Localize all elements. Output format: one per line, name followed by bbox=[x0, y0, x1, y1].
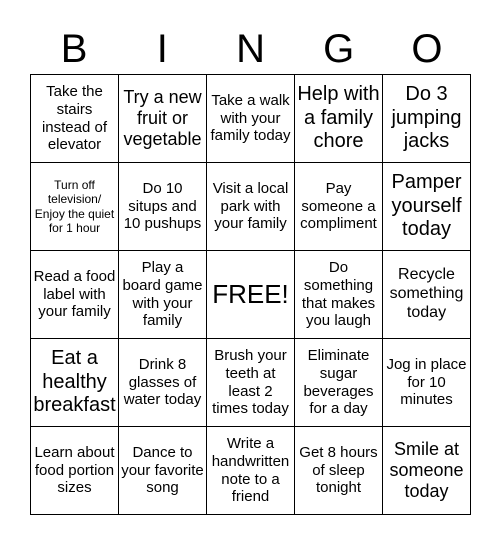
bingo-cell[interactable] bbox=[295, 251, 383, 339]
bingo-cell[interactable] bbox=[119, 339, 207, 427]
bingo-cell[interactable] bbox=[383, 163, 471, 251]
bingo-cell[interactable] bbox=[383, 427, 471, 515]
bingo-cell[interactable] bbox=[31, 427, 119, 515]
cell-text: Turn off television/ Enjoy the quiet for 1 hour bbox=[34, 178, 115, 235]
bingo-cell[interactable] bbox=[207, 75, 295, 163]
cell-text: Do 3 jumping jacks bbox=[391, 83, 462, 153]
cell-text: Visit a local park with your family bbox=[212, 179, 289, 233]
bingo-cell[interactable] bbox=[383, 75, 471, 163]
cell-text: Eliminate sugar beverages for a day bbox=[303, 347, 374, 418]
cell-text: Brush your teeth at least 2 times today bbox=[212, 347, 289, 418]
cell-text: Learn about food portion sizes bbox=[34, 443, 115, 497]
cell-text: Try a new fruit or vegetable bbox=[123, 86, 202, 150]
free-space[interactable] bbox=[207, 251, 295, 339]
bingo-cell[interactable] bbox=[295, 427, 383, 515]
bingo-cell[interactable] bbox=[31, 75, 119, 163]
cell-text: Pay someone a compliment bbox=[300, 179, 377, 233]
bingo-cell[interactable] bbox=[119, 163, 207, 251]
header-letter-b: B bbox=[60, 27, 88, 71]
cell-text: Help with a family chore bbox=[297, 83, 380, 153]
bingo-cell[interactable] bbox=[31, 163, 119, 251]
cell-text: Do 10 situps and 10 pushups bbox=[123, 179, 202, 233]
bingo-cell[interactable] bbox=[383, 339, 471, 427]
bingo-cell[interactable] bbox=[295, 339, 383, 427]
bingo-cell[interactable] bbox=[207, 427, 295, 515]
bingo-board bbox=[30, 74, 471, 515]
cell-text: Jog in place for 10 minutes bbox=[386, 355, 467, 409]
bingo-cell[interactable] bbox=[31, 339, 119, 427]
cell-text: Drink 8 glasses of water today bbox=[123, 355, 202, 409]
cell-text: Read a food label with your family bbox=[33, 267, 116, 321]
cell-text: Smile at someone today bbox=[389, 438, 464, 502]
bingo-cell[interactable] bbox=[295, 163, 383, 251]
bingo-cell[interactable] bbox=[207, 163, 295, 251]
cell-text: Get 8 hours of sleep tonight bbox=[299, 443, 378, 497]
bingo-cell[interactable] bbox=[295, 75, 383, 163]
cell-text: Take a walk with your family today bbox=[210, 91, 291, 145]
cell-text: Dance to your favorite song bbox=[121, 443, 204, 497]
header-letter-g: G bbox=[323, 27, 355, 71]
cell-text: Do something that makes you laugh bbox=[301, 259, 376, 330]
bingo-cell[interactable] bbox=[119, 251, 207, 339]
header-letter-i: I bbox=[156, 27, 168, 71]
cell-text: Play a board game with your family bbox=[122, 259, 203, 330]
cell-text: FREE! bbox=[212, 279, 289, 310]
bingo-cell[interactable] bbox=[119, 427, 207, 515]
bingo-header bbox=[30, 24, 471, 74]
bingo-cell[interactable] bbox=[383, 251, 471, 339]
cell-text: Recycle something today bbox=[389, 266, 464, 321]
cell-text: Eat a healthy breakfast bbox=[33, 347, 116, 417]
cell-text: Pamper yourself today bbox=[391, 171, 462, 241]
cell-text: Write a handwritten note to a friend bbox=[211, 435, 290, 506]
header-letter-n: N bbox=[236, 27, 265, 71]
bingo-cell[interactable] bbox=[207, 339, 295, 427]
bingo-cell[interactable] bbox=[119, 75, 207, 163]
bingo-cell[interactable] bbox=[31, 251, 119, 339]
header-letter-o: O bbox=[411, 27, 443, 71]
cell-text: Take the stairs instead of elevator bbox=[41, 83, 108, 154]
